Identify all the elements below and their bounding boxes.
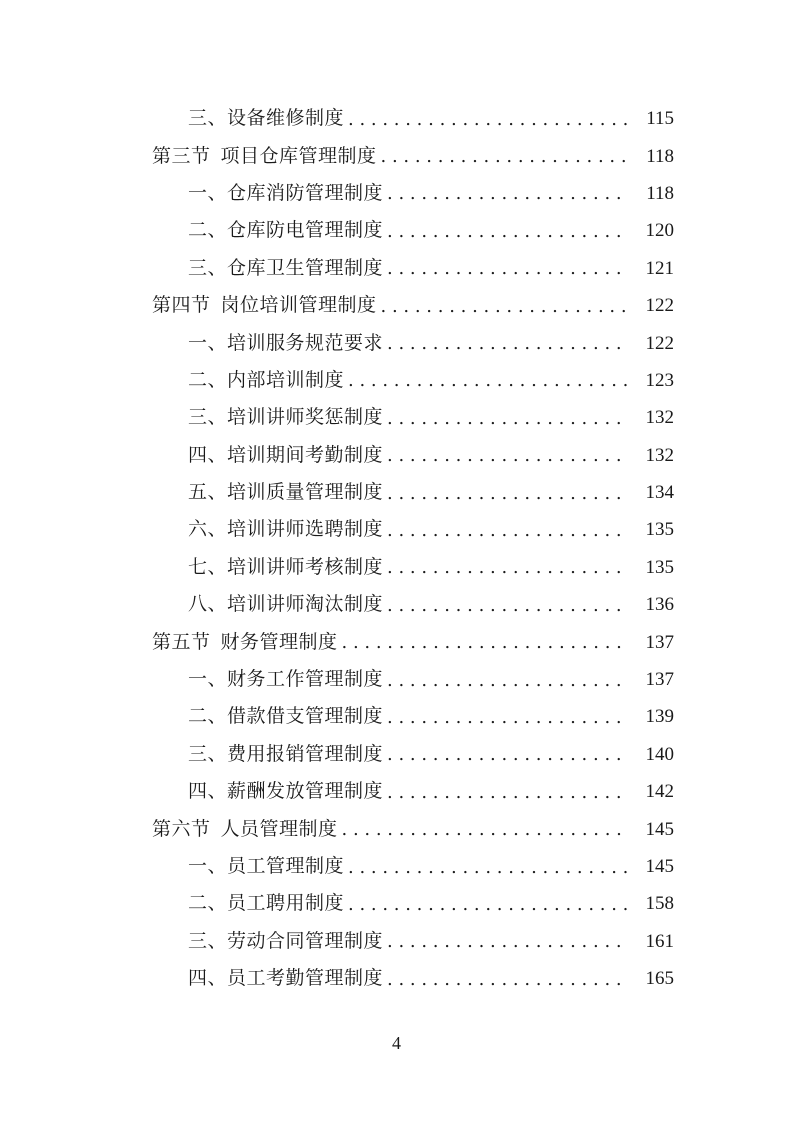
- toc-entry-title: [188, 555, 384, 578]
- toc-item-entry[interactable]: [0, 474, 793, 511]
- toc-page-number: 136: [645, 594, 674, 616]
- dot-leader: [387, 223, 628, 241]
- toc-page-number: 132: [645, 407, 674, 429]
- toc-title-text: 二、员工聘用制度: [188, 892, 345, 915]
- toc-section-entry[interactable]: [0, 810, 793, 847]
- toc-entry-title: [188, 857, 344, 876]
- toc-page-number: 135: [645, 519, 674, 541]
- toc-section-entry[interactable]: [0, 287, 793, 324]
- toc-entry-title: [188, 929, 384, 952]
- toc-section-prefix: 第六节: [152, 817, 211, 840]
- toc-entry-title: [188, 221, 383, 240]
- dot-leader: [387, 185, 628, 203]
- toc-entry-title: [188, 443, 384, 466]
- dot-leader: [387, 260, 628, 278]
- toc-page-number: 122: [645, 332, 674, 354]
- table-of-contents: [0, 100, 793, 997]
- toc-page-number: 134: [645, 482, 674, 504]
- dot-leader: [387, 597, 628, 615]
- toc-entry-title: [188, 109, 344, 128]
- dot-leader: [387, 559, 628, 577]
- toc-item-entry[interactable]: [0, 399, 793, 436]
- toc-item-entry[interactable]: [0, 324, 793, 361]
- toc-item-entry[interactable]: [0, 212, 793, 249]
- toc-page-number: 123: [645, 369, 674, 391]
- dot-leader: [348, 896, 628, 914]
- toc-page-number: 158: [645, 893, 674, 915]
- toc-item-entry[interactable]: [0, 586, 793, 623]
- toc-title-text: 财务管理制度: [220, 630, 338, 653]
- toc-item-entry[interactable]: [0, 437, 793, 474]
- toc-entry-title: [152, 296, 377, 315]
- toc-page-number: 145: [645, 856, 674, 877]
- toc-section-entry[interactable]: [0, 623, 793, 660]
- toc-page-number: 132: [645, 444, 674, 466]
- dot-leader: [387, 784, 628, 802]
- toc-item-entry[interactable]: [0, 362, 793, 399]
- toc-title-text: 一、仓库消防管理制度: [188, 181, 384, 204]
- toc-page-number: 137: [645, 669, 674, 691]
- toc-title-text: 二、内部培训制度: [188, 368, 345, 391]
- toc-entry-title: [188, 707, 383, 726]
- toc-title-text: 五、培训质量管理制度: [188, 481, 384, 504]
- toc-item-entry[interactable]: [0, 885, 793, 922]
- dot-leader: [387, 410, 628, 428]
- toc-entry-title: [152, 817, 338, 840]
- dot-leader: [387, 709, 628, 727]
- toc-item-entry[interactable]: [0, 736, 793, 773]
- toc-item-entry[interactable]: [0, 923, 793, 960]
- toc-page-number: 118: [646, 182, 674, 204]
- toc-page-number: 135: [645, 556, 674, 578]
- toc-entry-title: [188, 483, 383, 502]
- toc-title-text: 人员管理制度: [220, 817, 338, 840]
- toc-title-text: 四、薪酬发放管理制度: [188, 780, 384, 803]
- toc-page-number: 139: [645, 706, 674, 728]
- dot-leader: [348, 372, 628, 390]
- dot-leader: [381, 298, 628, 316]
- toc-title-text: 三、培训讲师奖惩制度: [188, 406, 384, 429]
- dot-leader: [387, 522, 628, 540]
- toc-item-entry[interactable]: [0, 549, 793, 586]
- dot-leader: [348, 859, 628, 877]
- dot-leader: [342, 821, 628, 839]
- toc-section-prefix: 第五节: [152, 630, 211, 653]
- toc-item-entry[interactable]: [0, 250, 793, 287]
- toc-section-entry[interactable]: [0, 137, 793, 174]
- toc-item-entry[interactable]: [0, 511, 793, 548]
- toc-title-text: 三、仓库卫生管理制度: [188, 256, 384, 279]
- toc-entry-title: [188, 595, 383, 614]
- toc-entry-title: [152, 630, 338, 653]
- dot-leader: [387, 335, 628, 353]
- toc-entry-title: [152, 144, 377, 167]
- page-number: 4: [392, 1033, 401, 1053]
- toc-title-text: 三、劳动合同管理制度: [188, 929, 384, 952]
- toc-page-number: 165: [645, 968, 674, 990]
- toc-item-entry[interactable]: [0, 960, 793, 997]
- toc-title-text: 八、培训讲师淘汰制度: [188, 593, 384, 616]
- dot-leader: [348, 111, 628, 129]
- toc-title-text: 一、财务工作管理制度: [188, 668, 384, 691]
- dot-leader: [387, 746, 628, 764]
- dot-leader: [387, 672, 628, 690]
- dot-leader: [342, 634, 628, 652]
- dot-leader: [387, 971, 628, 989]
- toc-entry-title: [188, 969, 383, 988]
- toc-item-entry[interactable]: [0, 100, 793, 137]
- toc-section-prefix: 第四节: [152, 294, 211, 317]
- toc-entry-title: [188, 331, 384, 354]
- toc-entry-title: [188, 894, 344, 913]
- toc-page-number: 161: [645, 930, 674, 952]
- toc-entry-title: [188, 670, 383, 689]
- dot-leader: [387, 447, 628, 465]
- toc-page-number: 140: [645, 743, 674, 765]
- toc-item-entry[interactable]: [0, 175, 793, 212]
- toc-section-prefix: 第三节: [152, 144, 211, 167]
- toc-entry-title: [188, 782, 383, 801]
- toc-title-text: 项目仓库管理制度: [220, 144, 377, 167]
- toc-title-text: 四、员工考勤管理制度: [188, 967, 384, 990]
- toc-title-text: 二、借款借支管理制度: [188, 705, 384, 728]
- toc-page-number: 120: [645, 220, 674, 242]
- toc-entry-title: [188, 742, 384, 765]
- toc-item-entry[interactable]: [0, 698, 793, 735]
- toc-entry-title: [188, 408, 383, 427]
- toc-page-number: 145: [645, 818, 674, 840]
- toc-entry-title: [188, 520, 383, 539]
- toc-title-text: 三、设备维修制度: [188, 107, 345, 130]
- toc-title-text: 七、培训讲师考核制度: [188, 555, 384, 578]
- toc-page-number: 121: [645, 257, 674, 279]
- toc-entry-title: [188, 181, 384, 204]
- toc-title-text: 四、培训期间考勤制度: [188, 443, 384, 466]
- dot-leader: [387, 485, 628, 503]
- toc-title-text: 一、员工管理制度: [188, 855, 345, 877]
- toc-page-number: 122: [645, 295, 674, 317]
- toc-item-entry[interactable]: [0, 773, 793, 810]
- toc-title-text: 三、费用报销管理制度: [188, 742, 384, 765]
- toc-title-text: 岗位培训管理制度: [220, 294, 377, 317]
- toc-entry-title: [188, 256, 384, 279]
- toc-page-number: 142: [645, 781, 674, 803]
- toc-title-text: 一、培训服务规范要求: [188, 331, 384, 354]
- toc-item-entry[interactable]: [0, 848, 793, 885]
- dot-leader: [387, 933, 628, 951]
- toc-entry-title: [188, 368, 345, 391]
- toc-page-number: 115: [646, 108, 674, 130]
- toc-title-text: 二、仓库防电管理制度: [188, 219, 384, 242]
- dot-leader: [381, 148, 628, 166]
- toc-title-text: 六、培训讲师选聘制度: [188, 518, 384, 541]
- toc-item-entry[interactable]: [0, 661, 793, 698]
- toc-page-number: 118: [646, 145, 674, 167]
- toc-page-number: 137: [645, 631, 674, 653]
